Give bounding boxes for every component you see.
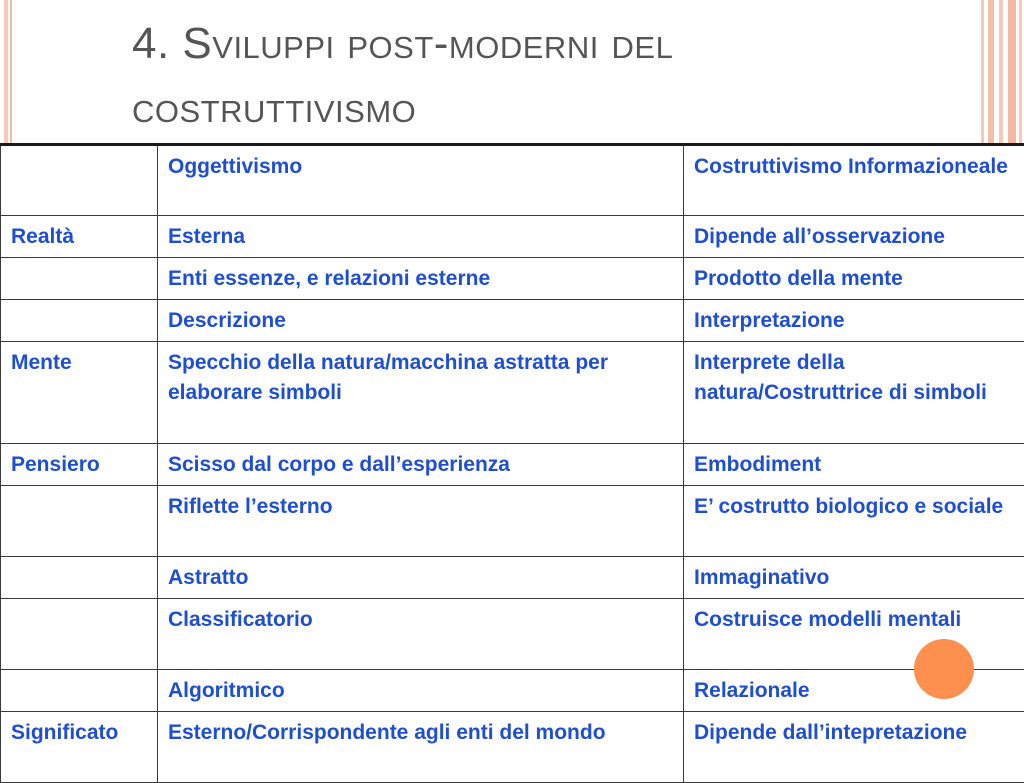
slide-title-line-2: costruttivismo [132,83,416,132]
table-cell: Pensiero [1,444,158,486]
table-cell: Significato [1,712,158,783]
table-cell: Enti essenze, e relazioni esterne [158,258,684,300]
table-row [1,670,1024,712]
table-cell: Specchio della natura/macchina astratta per elaborare simboli [158,342,684,444]
table-cell: Interpretazione [684,300,1024,342]
table-row [1,599,1024,670]
table-row [1,342,1024,444]
table-cell: Esterno/Corrispondente agli enti del mondo [158,712,684,783]
table-cell: Algoritmico [158,670,684,712]
table-cell: Realtà [1,216,158,258]
table-cell: Descrizione [158,300,684,342]
table-cell: Costruisce modelli mentali [684,599,1024,670]
table-cell: Immaginativo [684,557,1024,599]
table-header-cell: Oggettivismo [158,145,684,216]
comparison-table-container [0,143,1024,783]
table-cell: Scisso dal corpo e dall’esperienza [158,444,684,486]
table-cell: Esterna [158,216,684,258]
decorative-orange-circle [914,639,974,699]
table-cell: Riflette l’esterno [158,486,684,557]
table-row [1,300,1024,342]
table-cell [1,557,158,599]
slide-title [132,12,892,140]
table-cell: E’ costrutto biologico e sociale [684,486,1024,557]
table-cell: Dipende dall’intepretazione [684,712,1024,783]
table-cell: Prodotto della mente [684,258,1024,300]
table-cell: Relazionale [684,670,1024,712]
table-row [1,486,1024,557]
table-row [1,216,1024,258]
comparison-table [0,143,1024,783]
slide-title-line-1: 4. Sviluppi post-moderni del [132,19,673,68]
table-cell [1,486,158,557]
table-cell [1,670,158,712]
table-cell [1,300,158,342]
table-cell: Interprete della natura/Costruttrice di simboli [684,342,1024,444]
table-cell: Dipende all’osservazione [684,216,1024,258]
table-header-cell: Costruttivismo Informazioneale [684,145,1024,216]
table-row [1,444,1024,486]
table-header-row [1,145,1024,216]
table-row [1,712,1024,783]
table-cell: Mente [1,342,158,444]
table-cell [1,258,158,300]
table-header-cell [1,145,158,216]
table-cell [1,599,158,670]
table-cell: Embodiment [684,444,1024,486]
table-cell: Astratto [158,557,684,599]
table-cell: Classificatorio [158,599,684,670]
table-row [1,258,1024,300]
table-row [1,557,1024,599]
